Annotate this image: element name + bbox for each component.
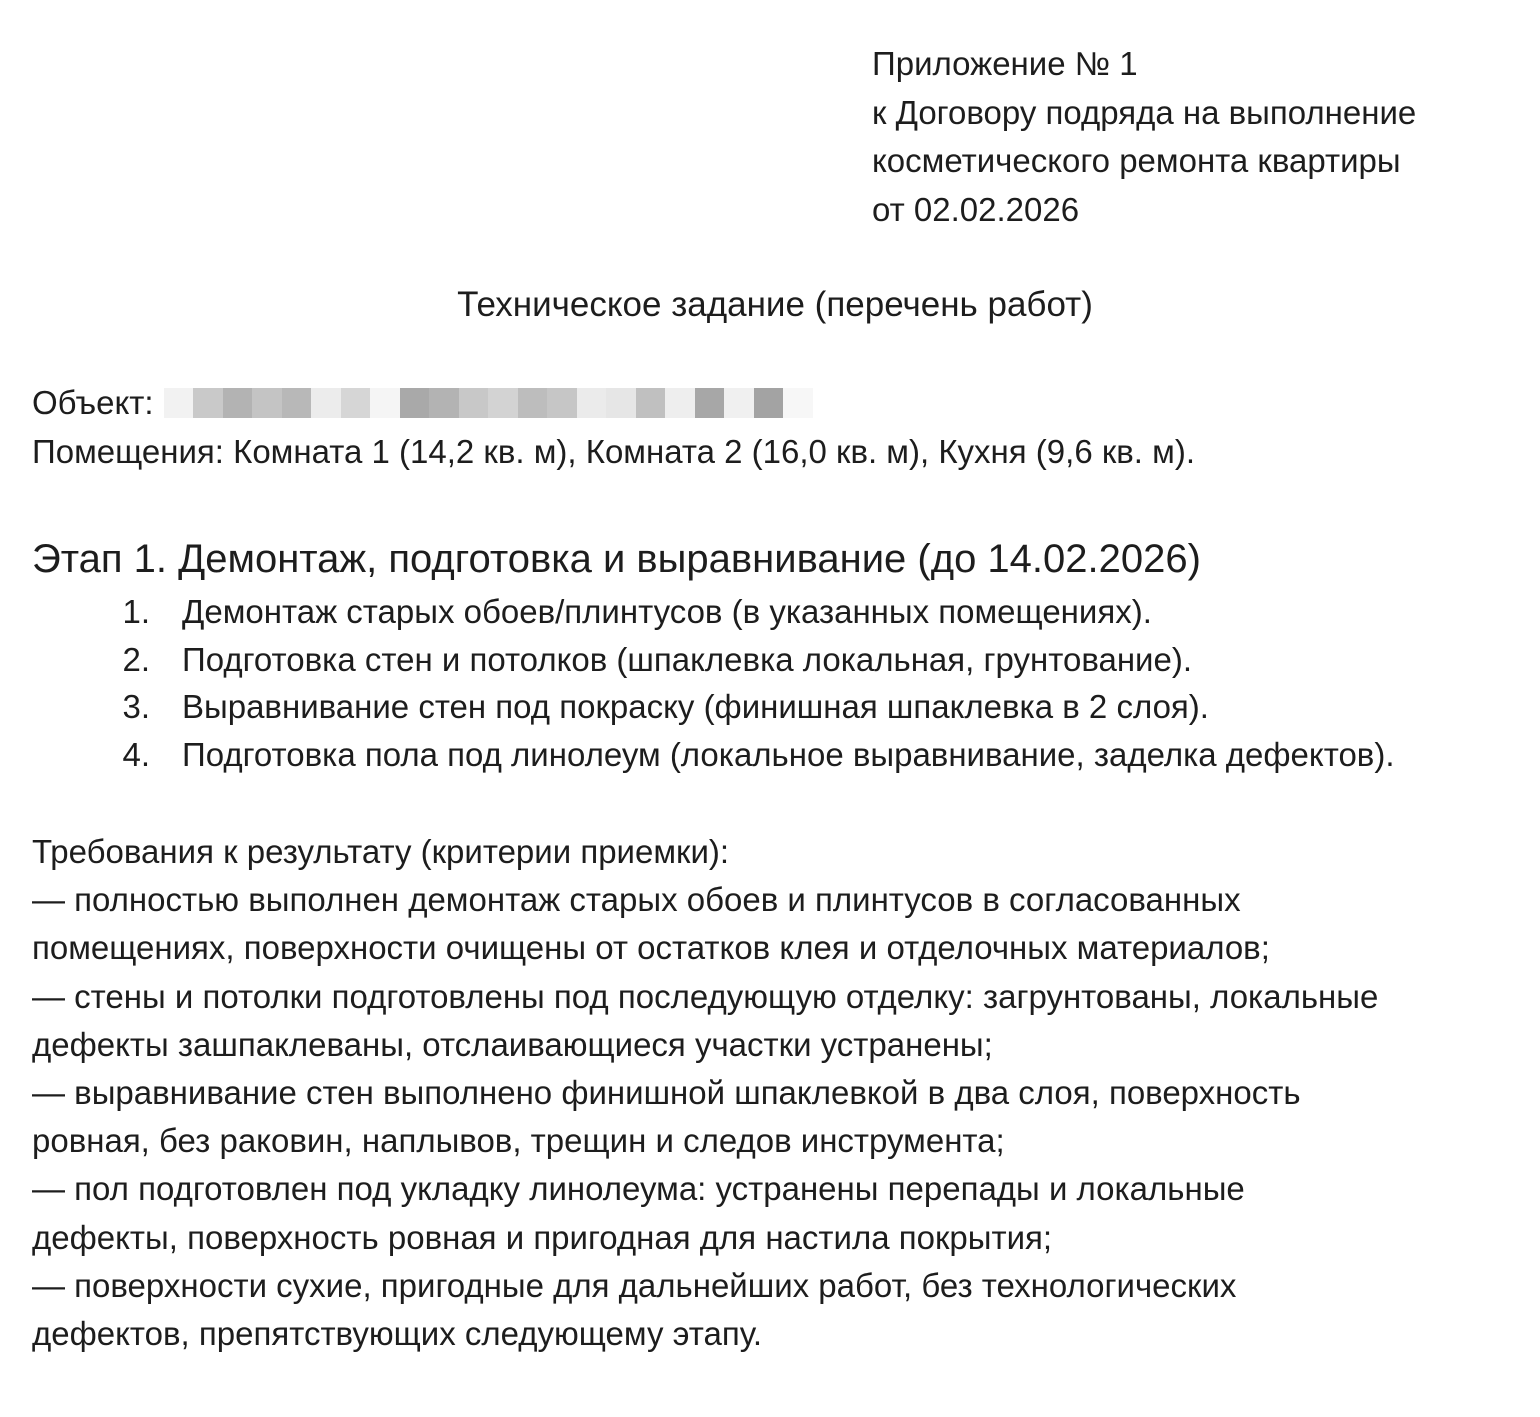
list-number: 3.: [122, 688, 150, 725]
redaction-pixel: [370, 388, 400, 418]
requirements-block: [32, 828, 1378, 1358]
requirements-line: дефектов, препятствующих следующему этапу.: [32, 1315, 763, 1353]
requirements-line: — пол подготовлен под укладку линолеума: устранены перепады и локальные: [32, 1170, 1245, 1208]
list-number: 2.: [122, 640, 150, 678]
redaction-pixel: [429, 388, 459, 418]
redaction-pixel: [577, 388, 607, 418]
redaction-pixel: [547, 388, 577, 418]
redaction-pixel: [724, 388, 754, 418]
work-list: [32, 588, 1395, 778]
appendix-date: от 02.02.2026: [872, 190, 1080, 228]
redaction-pixel: [459, 388, 489, 418]
redaction-pixel: [695, 388, 725, 418]
list-item: [32, 588, 1395, 636]
redaction-pixel: [223, 388, 253, 418]
appendix-header: [872, 40, 1416, 234]
redaction-pixel: [783, 388, 813, 418]
redaction-pixel: [193, 388, 223, 418]
rooms-line: Помещения: Комната 1 (14,2 кв. м), Комната 2 (16,0 кв. м), Кухня (9,6 кв. м).: [32, 433, 1195, 470]
requirements-line: — поверхности сухие, пригодные для дальнейших работ, без технологических: [32, 1266, 1237, 1304]
requirements-line: помещениях, поверхности очищены от остатков клея и отделочных материалов;: [32, 929, 1270, 967]
redaction-pixel: [754, 388, 784, 418]
redaction-pixel: [400, 388, 430, 418]
object-line: [32, 378, 1195, 427]
requirements-heading: Требования к результату (критерии приемки):: [32, 833, 730, 870]
redaction-pixel: [636, 388, 666, 418]
list-item: [32, 731, 1395, 779]
redaction-pixel: [518, 388, 548, 418]
requirements-line: — стены и потолки подготовлены под последующую отделку: загрунтованы, локальные: [32, 977, 1379, 1015]
list-item: [32, 683, 1395, 731]
list-number: 4.: [122, 735, 150, 773]
document-title: Техническое задание (перечень работ): [457, 285, 1093, 324]
redaction-pixel: [311, 388, 341, 418]
requirements-line: ровная, без раковин, наплывов, трещин и следов инструмента;: [32, 1122, 1005, 1160]
appendix-line: косметического ремонта квартиры: [872, 142, 1401, 179]
list-item: [32, 636, 1395, 684]
appendix-line: к Договору подряда на выполнение: [872, 93, 1417, 131]
list-item-text: Демонтаж старых обоев/плинтусов (в указанных помещениях).: [182, 593, 1152, 630]
redaction-pixel: [341, 388, 371, 418]
object-label: Объект:: [32, 384, 154, 421]
redaction-pixel: [164, 388, 194, 418]
redaction-pixel: [252, 388, 282, 418]
stage-heading: Этап 1. Демонтаж, подготовка и выравнивание (до 14.02.2026): [32, 537, 1201, 581]
requirements-line: дефекты, поверхность ровная и пригодная для настила покрытия;: [32, 1218, 1053, 1256]
list-item-text: Подготовка стен и потолков (шпаклевка локальная, грунтование).: [182, 640, 1192, 678]
requirements-line: — полностью выполнен демонтаж старых обоев и плинтусов в согласованных: [32, 881, 1241, 919]
redacted-address: [164, 388, 813, 418]
object-block: [32, 378, 1195, 476]
appendix-line: Приложение № 1: [872, 45, 1138, 82]
redaction-pixel: [665, 388, 695, 418]
requirements-line: — выравнивание стен выполнено финишной шпаклевкой в два слоя, поверхность: [32, 1074, 1301, 1112]
redaction-pixel: [282, 388, 312, 418]
list-number: 1.: [122, 593, 150, 630]
requirements-line: дефекты зашпаклеваны, отслаивающиеся участки устранены;: [32, 1025, 993, 1063]
redaction-pixel: [488, 388, 518, 418]
redaction-pixel: [606, 388, 636, 418]
list-item-text: Подготовка пола под линолеум (локальное выравнивание, заделка дефектов).: [182, 735, 1395, 773]
list-item-text: Выравнивание стен под покраску (финишная шпаклевка в 2 слоя).: [182, 688, 1209, 725]
